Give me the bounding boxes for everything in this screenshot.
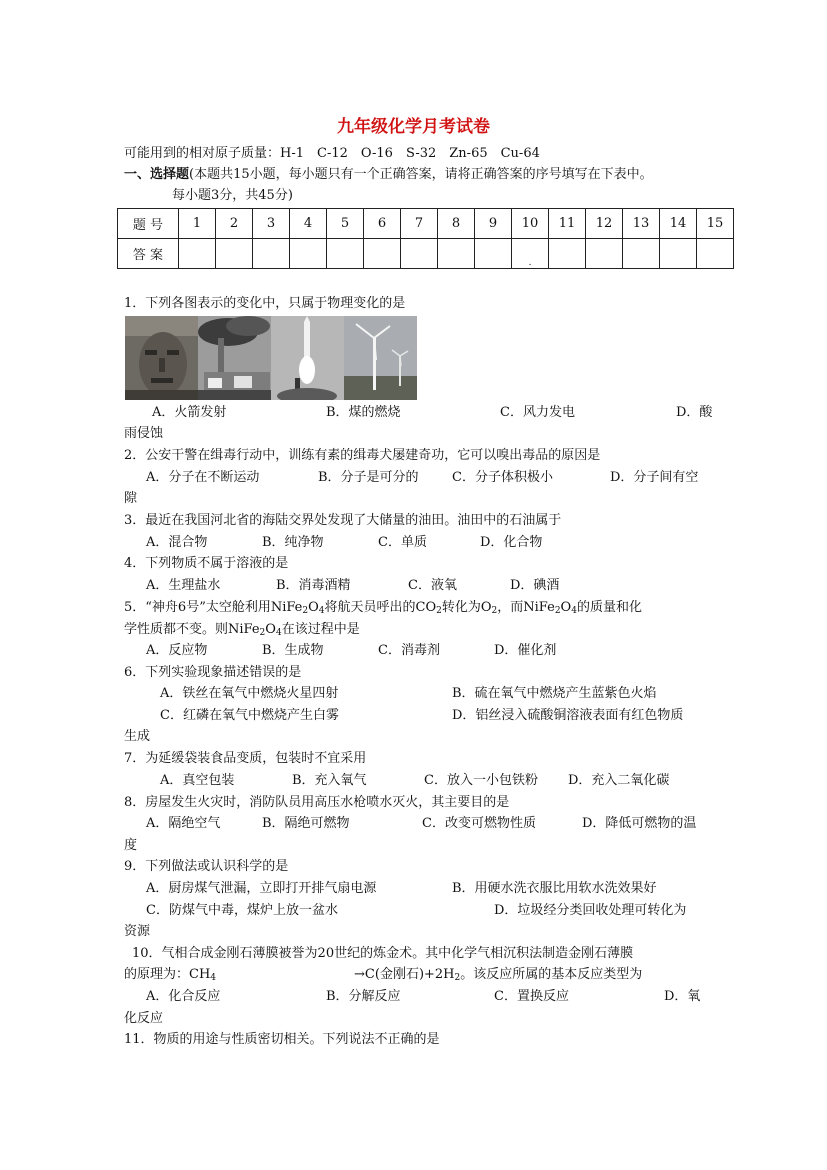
q5-text: 的质量和化 (576, 600, 642, 615)
q9-stem: 9．下列做法或认识科学的是 (124, 859, 289, 874)
q10-stem-line2 (124, 965, 642, 988)
answer-cell[interactable] (512, 239, 549, 269)
subscript: 4 (275, 628, 282, 638)
answer-table (117, 208, 734, 269)
q5-text: ，而NiFe (497, 600, 555, 615)
table-row (118, 209, 734, 239)
q3-option-a: A．混合物 (146, 535, 208, 550)
question-number: 4 (290, 209, 327, 239)
smokestack-photo (198, 316, 271, 400)
q8-option-c: C．改变可燃物性质 (422, 816, 536, 831)
q5-text: O (560, 600, 572, 615)
q6-stem: 6．下列实验现象描述错误的是 (124, 665, 302, 680)
q10-option-a: A．化合反应 (146, 989, 221, 1004)
q8-option-d-wrap: 度 (124, 838, 138, 853)
q5-option-d: D．催化剂 (494, 643, 557, 658)
q7-option-c: C．放入一小包铁粉 (424, 773, 538, 788)
row-label-answer: 答 案 (118, 239, 179, 269)
q10-text: 。该反应所属的基本反应类型为 (460, 967, 643, 982)
q4-option-c: C．液氧 (408, 578, 457, 593)
q4-option-b: B．消毒酒精 (276, 578, 351, 593)
q1-stem: 1．下列各图表示的变化中，只属于物理变化的是 (124, 296, 406, 311)
wind-turbine-photo (344, 316, 417, 400)
answer-cell[interactable] (697, 239, 734, 269)
q5-stem (124, 598, 642, 621)
answer-cell[interactable] (401, 239, 438, 269)
subscript: 2 (454, 973, 461, 983)
q1-option-c: C．风力发电 (500, 405, 575, 420)
answer-cell[interactable] (475, 239, 512, 269)
q2-option-d-wrap: 隙 (124, 491, 138, 506)
q1-option-b: B．煤的燃烧 (326, 405, 401, 420)
q2-option-b: B．分子是可分的 (318, 470, 419, 485)
rocket-launch-photo (271, 316, 344, 400)
answer-cell[interactable] (438, 239, 475, 269)
q1-option-a: A．火箭发射 (152, 405, 227, 420)
subscript: 4 (210, 973, 217, 983)
answer-cell[interactable] (253, 239, 290, 269)
subscript: 2 (302, 606, 309, 616)
subscript: 4 (571, 606, 577, 616)
question-number: 12 (586, 209, 623, 239)
stone-face-photo (125, 316, 198, 400)
row-label-number: 题 号 (118, 209, 179, 239)
q10-text: 的原理为：CH (124, 967, 211, 982)
q5-text: 将航天员呼出的CO (324, 600, 437, 615)
dot-mark: . (528, 258, 532, 268)
q3-option-b: B．纯净物 (262, 535, 324, 550)
q5-option-c: C．消毒剂 (378, 643, 440, 658)
q7-stem: 7．为延缓袋装食品变质，包装时不宜采用 (124, 751, 367, 766)
answer-cell[interactable] (586, 239, 623, 269)
q10-text: →C(金刚石)+2H (354, 967, 455, 982)
question-number: 11 (549, 209, 586, 239)
answer-cell[interactable] (549, 239, 586, 269)
q6-option-a: A．铁丝在氧气中燃烧火星四射 (160, 686, 339, 701)
answer-cell[interactable] (623, 239, 660, 269)
q9-option-d: D．垃圾经分类回收处理可转化为 (494, 903, 687, 918)
q8-option-d: D．降低可燃物的温 (582, 816, 697, 831)
subscript: 2 (491, 606, 498, 616)
q1-option-d: D．酸 (676, 405, 713, 420)
q10-option-d: D．氧 (664, 989, 701, 1004)
page-title: 九年级化学月考试卷 (337, 117, 490, 137)
section-heading-bold: 一、选择题 (124, 167, 190, 182)
q2-option-d: D．分子间有空 (610, 470, 699, 485)
q8-option-b: B．隔绝可燃物 (262, 816, 350, 831)
question-number: 10 (512, 209, 549, 239)
subscript: 2 (436, 606, 442, 616)
question-number: 8 (438, 209, 475, 239)
q9-option-c: C．防煤气中毒，煤炉上放一盆水 (146, 903, 338, 918)
q4-option-a: A．生理盐水 (146, 578, 221, 593)
answer-cell[interactable] (327, 239, 364, 269)
question-number: 13 (623, 209, 660, 239)
question-number: 1 (179, 209, 216, 239)
q8-stem: 8．房屋发生火灾时，消防队员用高压水枪喷水灭火，其主要目的是 (124, 795, 510, 810)
question-number: 5 (327, 209, 364, 239)
q10-option-d-wrap: 化反应 (124, 1011, 164, 1026)
q6-option-b: B．硫在氧气中燃烧产生蓝紫色火焰 (452, 686, 657, 701)
q9-option-d-wrap: 资源 (124, 924, 151, 939)
q5-stem-line2 (124, 620, 360, 643)
q5-text: 在该过程中是 (281, 622, 360, 637)
question-number: 14 (660, 209, 697, 239)
q8-option-a: A．隔绝空气 (146, 816, 221, 831)
q5-text: 学性质都不变。则NiFe (124, 622, 260, 637)
question-number: 6 (364, 209, 401, 239)
q3-option-d: D．化合物 (480, 535, 543, 550)
question-number: 2 (216, 209, 253, 239)
q11-stem: 11．物质的用途与性质密切相关。下列说法不正确的是 (124, 1032, 440, 1047)
q4-stem: 4．下列物质不属于溶液的是 (124, 556, 289, 571)
answer-cell[interactable] (660, 239, 697, 269)
q2-option-a: A．分子在不断运动 (146, 470, 260, 485)
q5-option-a: A．反应物 (146, 643, 208, 658)
q10-stem: 10．气相合成金刚石薄膜被誉为20世纪的炼金术。其中化学气相沉积法制造金刚石薄膜 (132, 946, 634, 961)
q10-option-b: B．分解反应 (326, 989, 401, 1004)
q3-option-c: C．单质 (378, 535, 427, 550)
q9-option-b: B．用硬水洗衣服比用软水洗效果好 (452, 881, 657, 896)
subscript: 2 (259, 628, 266, 638)
q5-text: 5．“神舟6号”太空舱利用NiFe (124, 600, 303, 615)
q5-text: O (308, 600, 319, 615)
q6-option-c: C．红磷在氧气中燃烧产生白雾 (160, 708, 339, 723)
q5-text: O (265, 622, 276, 637)
section-heading-rest: (本题共15小题，每小题只有一个正确答案，请将正确答案的序号填写在下表中。 (189, 167, 653, 182)
q5-option-b: B．生成物 (262, 643, 324, 658)
q6-option-d: D．铝丝浸入硫酸铜溶液表面有红色物质 (452, 708, 684, 723)
q9-option-a: A．厨房煤气泄漏，立即打开排气扇电源 (146, 881, 377, 896)
q2-stem: 2．公安干警在缉毒行动中，训练有素的缉毒犬屡建奇功，它可以嗅出毒品的原因是 (124, 448, 601, 463)
answer-cell[interactable] (179, 239, 216, 269)
q10-option-c: C．置换反应 (494, 989, 569, 1004)
q5-text: 转化为O (441, 600, 492, 615)
atomic-masses: 可能用到的相对原子质量：H-1 C-12 O-16 S-32 Zn-65 Cu-64 (124, 146, 540, 161)
subscript: 2 (554, 606, 561, 616)
section-heading-line2: 每小题3分，共45分) (172, 188, 293, 203)
answer-cell[interactable] (290, 239, 327, 269)
answer-cell[interactable] (216, 239, 253, 269)
q4-option-d: D．碘酒 (510, 578, 560, 593)
question-number: 9 (475, 209, 512, 239)
q7-option-d: D．充入二氧化碳 (568, 773, 670, 788)
question-number: 15 (697, 209, 734, 239)
q3-stem: 3．最近在我国河北省的海陆交界处发现了大储量的油田。油田中的石油属于 (124, 513, 562, 528)
subscript: 4 (318, 606, 325, 616)
q7-option-a: A．真空包装 (160, 773, 235, 788)
q7-option-b: B．充入氧气 (292, 773, 367, 788)
question-number: 7 (401, 209, 438, 239)
q6-option-d-wrap: 生成 (124, 729, 151, 744)
q1-option-d-wrap: 雨侵蚀 (124, 426, 164, 441)
section-heading (124, 165, 653, 185)
answer-cell[interactable] (364, 239, 401, 269)
table-row (118, 239, 734, 269)
q2-option-c: C．分子体积极小 (452, 470, 553, 485)
question-number: 3 (253, 209, 290, 239)
